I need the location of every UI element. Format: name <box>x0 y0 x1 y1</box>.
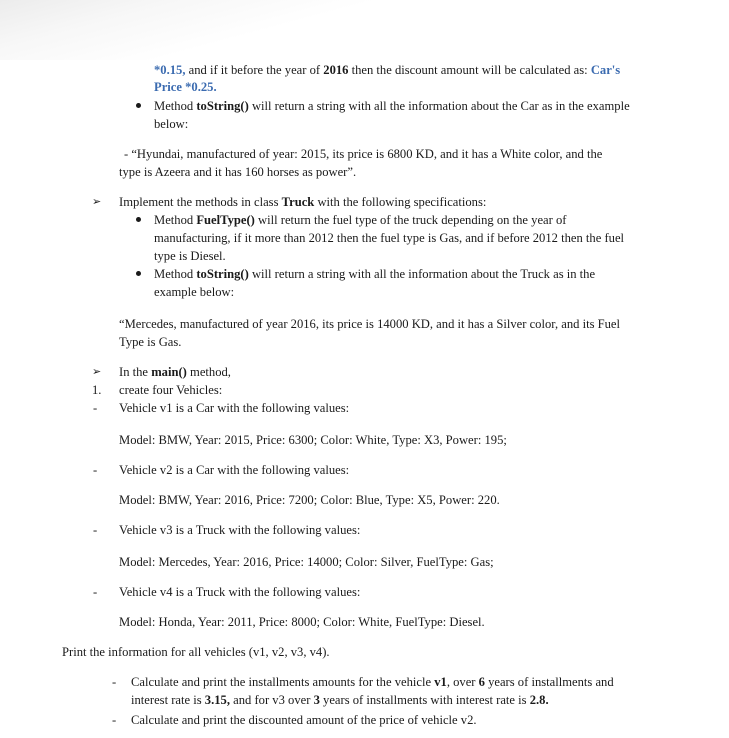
dash-bullet: - <box>112 713 117 727</box>
vehicle-v2-desc: Vehicle v2 is a Car with the following values: <box>119 463 350 477</box>
print-all-text: Print the information for all vehicles (v1, v2, v3, v4). <box>62 645 330 659</box>
dash-bullet: - <box>93 523 98 537</box>
vehicle-v4-desc: Vehicle v4 is a Truck with the following values: <box>119 585 361 599</box>
page-shadow <box>0 0 729 60</box>
vehicle-v3-values: Model: Mercedes, Year: 2016, Price: 14000; Color: Silver, FuelType: Gas; <box>119 555 494 569</box>
step-text: create four Vehicles: <box>119 383 223 397</box>
truck-tostring-line1: Method toString() will return a string with all the information about the Truck as in the <box>154 267 596 281</box>
car-tostring-line1: Method toString() will return a string with all the information about the Car as in the example <box>154 99 630 113</box>
car-example-line2: type is Azeera and it has 160 horses as power”. <box>119 165 357 179</box>
calc-installments-line1: Calculate and print the installments amounts for the vehicle v1, over 6 years of installments and <box>131 675 614 689</box>
dash-bullet: - <box>93 463 98 477</box>
car-tostring-line2: below: <box>154 117 189 131</box>
dash-bullet: - <box>112 675 117 689</box>
dash-bullet: - <box>93 585 98 599</box>
calc-discount-text: Calculate and print the discounted amount of the price of vehicle v2. <box>131 713 477 727</box>
main-heading: In the main() method, <box>119 365 231 379</box>
step-number: 1. <box>92 383 102 397</box>
calc-installments-line2: interest rate is 3.15, and for v3 over 3 years of installments with interest rate is 2.8. <box>131 693 549 707</box>
discount-formula: Price *0.25. <box>154 80 217 94</box>
discount-text-line1: *0.15, and if it before the year of 2016 then the discount amount will be calculated as: Car's <box>154 63 621 77</box>
vehicle-v1-values: Model: BMW, Year: 2015, Price: 6300; Color: White, Type: X3, Power: 195; <box>119 433 507 447</box>
truck-heading: Implement the methods in class Truck with the following specifications: <box>119 195 487 209</box>
vehicle-v2-values: Model: BMW, Year: 2016, Price: 7200; Color: Blue, Type: X5, Power: 220. <box>119 493 500 507</box>
truck-example-line1: “Mercedes, manufactured of year 2016, its price is 14000 KD, and it has a Silver color, and its Fuel <box>119 317 621 331</box>
vehicle-v4-values: Model: Honda, Year: 2011, Price: 8000; Color: White, FuelType: Diesel. <box>119 615 485 629</box>
arrow-bullet-icon: ➢ <box>92 195 102 208</box>
vehicle-v1-desc: Vehicle v1 is a Car with the following values: <box>119 401 350 415</box>
truck-fueltype-line3: type is Diesel. <box>154 249 226 263</box>
truck-tostring-line2: example below: <box>154 285 235 299</box>
vehicle-v3-desc: Vehicle v3 is a Truck with the following values: <box>119 523 361 537</box>
bullet <box>136 217 141 222</box>
truck-fueltype-line1: Method FuelType() will return the fuel type of the truck depending on the year of <box>154 213 567 227</box>
bullet <box>136 271 141 276</box>
car-example-line1: - “Hyundai, manufactured of year: 2015, its price is 6800 KD, and it has a White color, and the <box>124 147 603 161</box>
arrow-bullet-icon: ➢ <box>92 365 102 378</box>
dash-bullet: - <box>93 401 98 415</box>
bullet <box>136 103 141 108</box>
truck-fueltype-line2: manufacturing, if it more than 2012 then the fuel type is Gas, and if before 2012 then the fuel <box>154 231 625 245</box>
truck-example-line2: Type is Gas. <box>119 335 182 349</box>
